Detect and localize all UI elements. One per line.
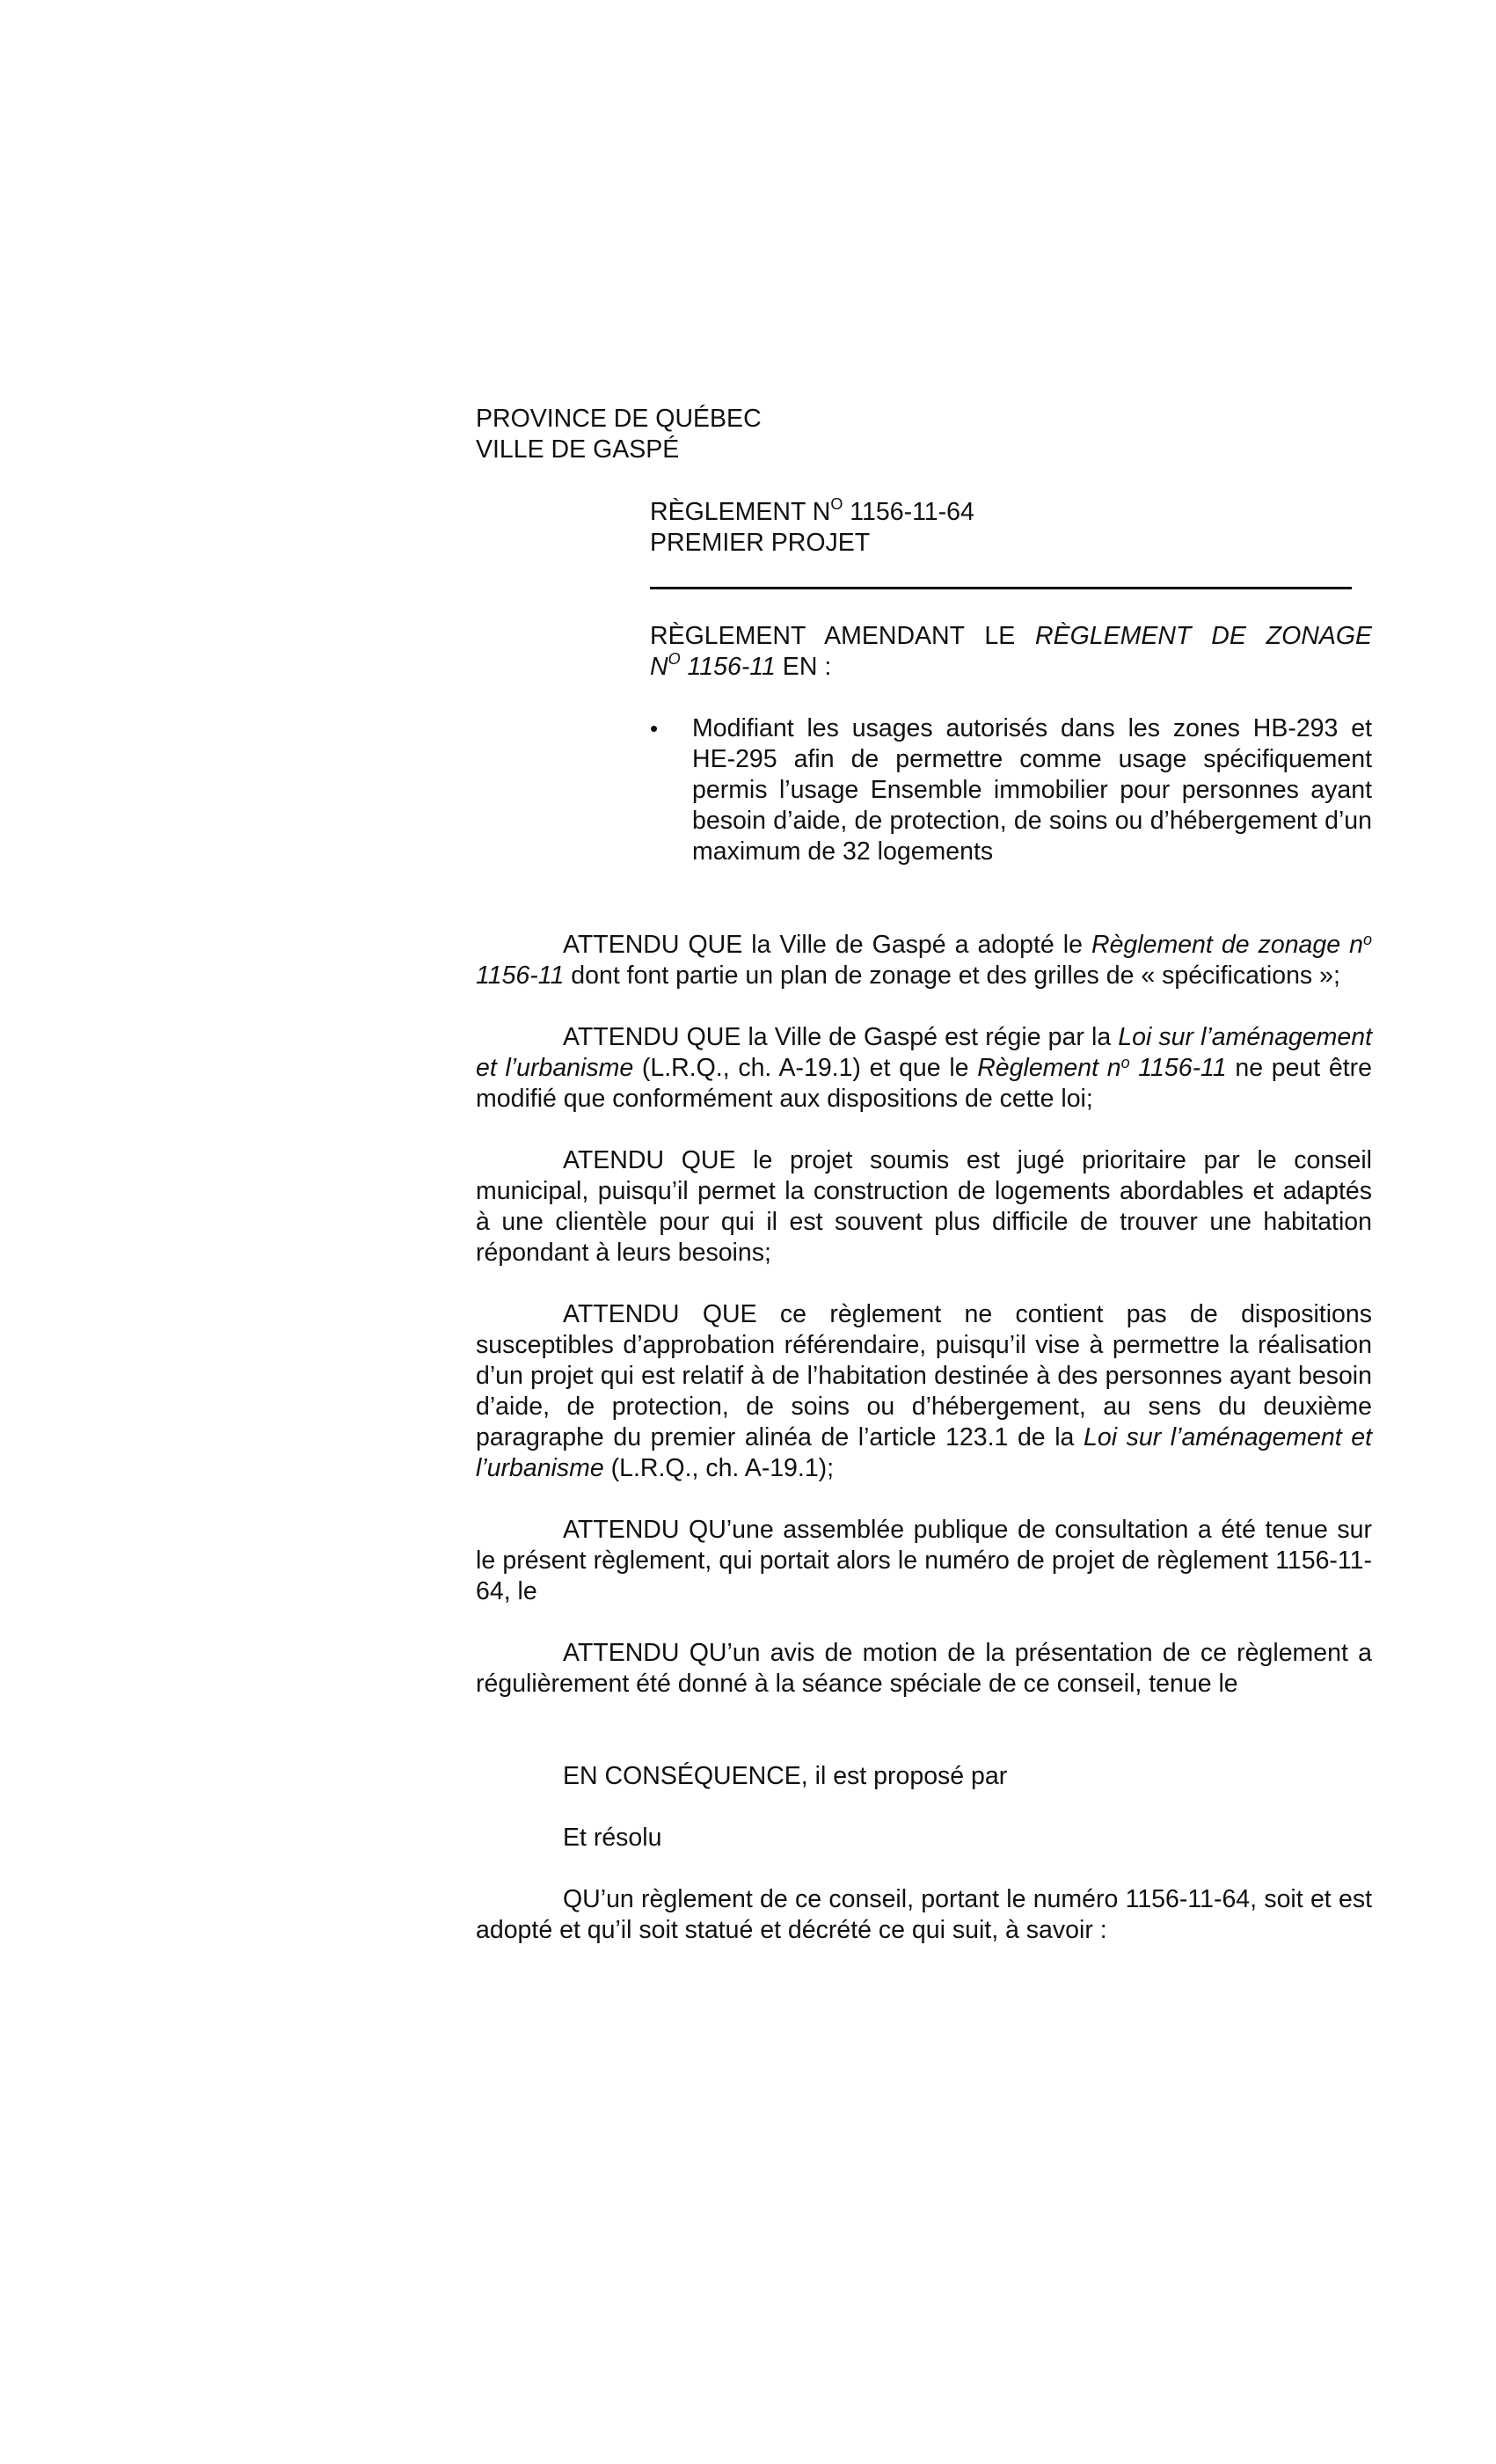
paragraph-attendu-4 [476,1299,1372,1484]
p2-italic-d: Règlement n [977,1054,1121,1082]
p2-sup: o [1120,1054,1130,1071]
paragraph-attendu-1 [476,930,1372,991]
title-lead: RÈGLEMENT AMENDANT LE [650,622,1036,650]
p4-text-c: (L.R.Q., ch. A-19.1); [603,1454,835,1482]
ville-line: VILLE DE GASPÉ [476,435,680,464]
paragraph-attendu-6: ATTENDU QU’un avis de motion de la présentation de ce règlement a régulièrement été donné à la séance spéciale de ce conseil, tenue le [476,1639,1372,1698]
p1-sup: o [1362,931,1372,948]
title-num-sup: O [668,649,681,668]
reglement-number [650,494,1372,528]
header-block [476,404,762,465]
p1-text-d: dont font partie un plan de zonage et des grilles de « spécifications »; [564,961,1340,990]
bullet-list [650,713,1372,867]
title-num-prefix: N [650,653,668,681]
list-item [650,713,1372,867]
paragraph-attendu-3: ATENDU QUE le projet soumis est jugé prioritaire par le conseil municipal, puisqu’il permet la construction de logements abordables et adaptés à une clientèle pour qui il est souvent plus difficile de trouver une habitation répondant à leurs besoins; [476,1146,1372,1267]
p4-italic-b: Loi sur l’aménagement et l’urbanisme [476,1423,1373,1482]
title-line-2 [650,649,1372,683]
title-num-italic: 1156-11 [680,653,776,681]
province-line: PROVINCE DE QUÉBEC [476,405,762,433]
body-text [476,930,1372,1946]
horizontal-rule [650,587,1352,589]
projet-line: PREMIER PROJET [650,529,871,557]
bullet-icon: • [650,715,659,742]
p2-italic-b: Loi sur l’aménagement et l’urbanisme [476,1023,1372,1082]
p2-text-c: (L.R.Q., ch. A-19.1) et que le [633,1054,978,1082]
paragraph-en-consequence: EN CONSÉQUENCE, il est proposé par [563,1762,1008,1790]
bullet-text: Modifiant les usages autorisés dans les zones HB-293 et HE-295 afin de permettre comme usage spécifiquement permis l’usage Ensemble immobilier pour personnes ayant besoin d’aide, de protection, de soins ou d’hébergement d’un maximum de 32 logements [692,714,1372,866]
p2-text-f: ne peut être modifié que conformément aux dispositions de cette loi; [476,1054,1373,1113]
title-lead-italic: RÈGLEMENT DE ZONAGE [1035,622,1373,650]
reglement-number-value: 1156-11-64 [843,498,974,526]
p1-text-a: ATTENDU QUE la Ville de Gaspé a adopté le [563,931,1091,959]
paragraph-et-resolu: Et résolu [563,1824,662,1852]
p2-italic-e: 1156-11 [1129,1054,1227,1082]
reglement-number-sup: O [830,494,843,513]
reglement-number-prefix: RÈGLEMENT N [650,498,831,526]
p4-text-a: ATTENDU QUE ce règlement ne contient pas de dispositions susceptibles d’approbation référendaire, puisqu’il vise à permettre la réalisation d’un projet qui est relatif à de l’habitation destinée à des personnes ayant besoin d’aide, de protection, de soins ou d’hébergement, au sens du deuxième paragraphe du premier alinéa de l’article 123.1 de la [476,1300,1372,1451]
reglement-block [650,494,1372,559]
paragraph-attendu-2 [476,1022,1372,1115]
p1-italic-c: 1156-11 [476,961,565,990]
paragraph-attendu-5: ATTENDU QU’une assemblée publique de consultation a été tenue sur le présent règlement, qui portait alors le numéro de projet de règlement 1156-11-64, le [476,1516,1372,1605]
p2-text-a: ATTENDU QUE la Ville de Gaspé est régie par la [563,1023,1119,1051]
title-line-1 [650,621,1372,652]
paragraph-qu-un-reglement: QU’un règlement de ce conseil, portant le numéro 1156-11-64, soit et est adopté et qu’il soit statué et décrété ce qui suit, à savoir : [476,1885,1372,1944]
title-num-tail: EN : [775,653,832,681]
p1-italic-b: Règlement de zonage n [1091,931,1363,959]
reglement-title [650,621,1372,683]
